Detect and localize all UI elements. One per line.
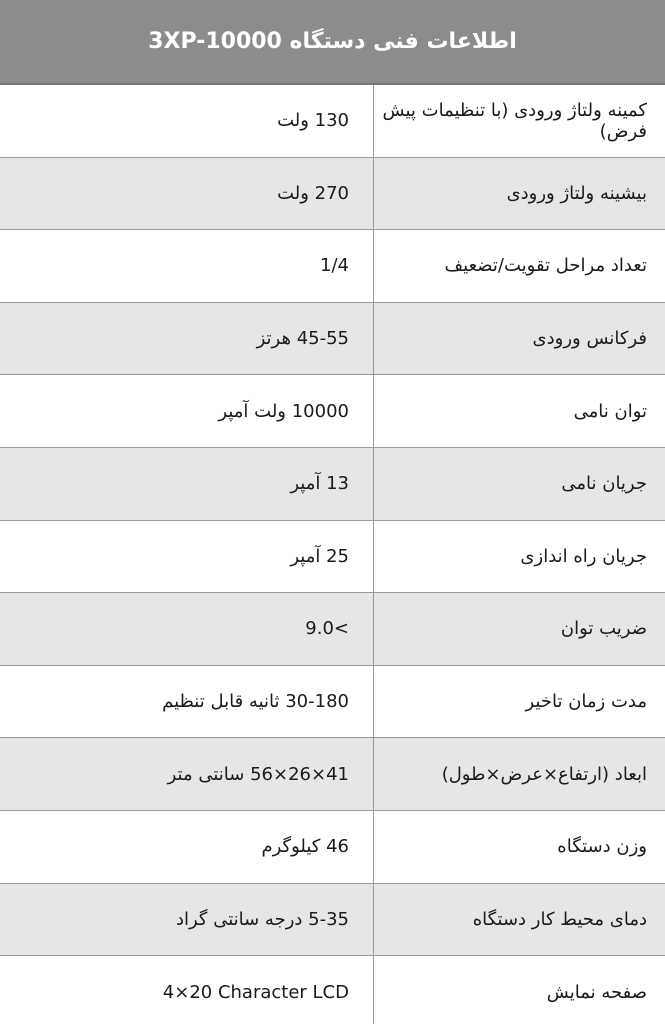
spec-label: صفحه نمایش: [373, 956, 665, 1024]
spec-label: مدت زمان تاخیر: [373, 666, 665, 738]
spec-label: ابعاد (ارتفاع×عرض×طول): [373, 738, 665, 810]
spec-value: 46 کیلوگرم: [261, 836, 349, 858]
spec-row: [0, 158, 665, 231]
spec-row: [0, 230, 665, 303]
spec-value: 25 آمپر: [290, 545, 349, 567]
spec-title: اطلاعات فنی دستگاه 3XP-10000: [148, 29, 517, 54]
spec-row: [0, 956, 665, 1024]
spec-value: 30-180 ثانیه قابل تنظیم: [162, 691, 349, 713]
spec-value: 13 آمپر: [290, 473, 349, 495]
spec-row: [0, 521, 665, 594]
spec-label: تعداد مراحل تقویت/تضعیف: [373, 230, 665, 302]
spec-label: دمای محیط کار دستگاه: [373, 884, 665, 956]
spec-label: وزن دستگاه: [373, 811, 665, 883]
spec-row: [0, 738, 665, 811]
spec-row: [0, 593, 665, 666]
spec-label: کمینه ولتاژ ورودی (با تنظیمات پیش فرض): [373, 85, 665, 157]
spec-value: 4×20 Character LCD: [162, 981, 349, 1003]
spec-label: فرکانس ورودی: [373, 303, 665, 375]
spec-table: [0, 85, 665, 1024]
spec-value: 9.0<: [305, 618, 349, 640]
spec-label: بیشینه ولتاژ ورودی: [373, 158, 665, 230]
spec-value: 45-55 هرتز: [256, 328, 349, 350]
spec-row: [0, 666, 665, 739]
spec-value: 130 ولت: [277, 110, 349, 132]
spec-row: [0, 85, 665, 158]
spec-value: 41×26×56 سانتی متر: [167, 763, 349, 785]
spec-label: ضریب توان: [373, 593, 665, 665]
spec-value: 5-35 درجه سانتی گراد: [175, 908, 349, 930]
spec-row: [0, 375, 665, 448]
spec-row: [0, 448, 665, 521]
spec-value: 1/4: [320, 255, 349, 277]
spec-row: [0, 811, 665, 884]
spec-row: [0, 303, 665, 376]
spec-value: 10000 ولت آمپر: [218, 400, 349, 422]
spec-label: جریان نامی: [373, 448, 665, 520]
spec-row: [0, 884, 665, 957]
spec-label: جریان راه اندازی: [373, 521, 665, 593]
spec-value: 270 ولت: [277, 182, 349, 204]
spec-label: توان نامی: [373, 375, 665, 447]
spec-header: [0, 0, 665, 85]
